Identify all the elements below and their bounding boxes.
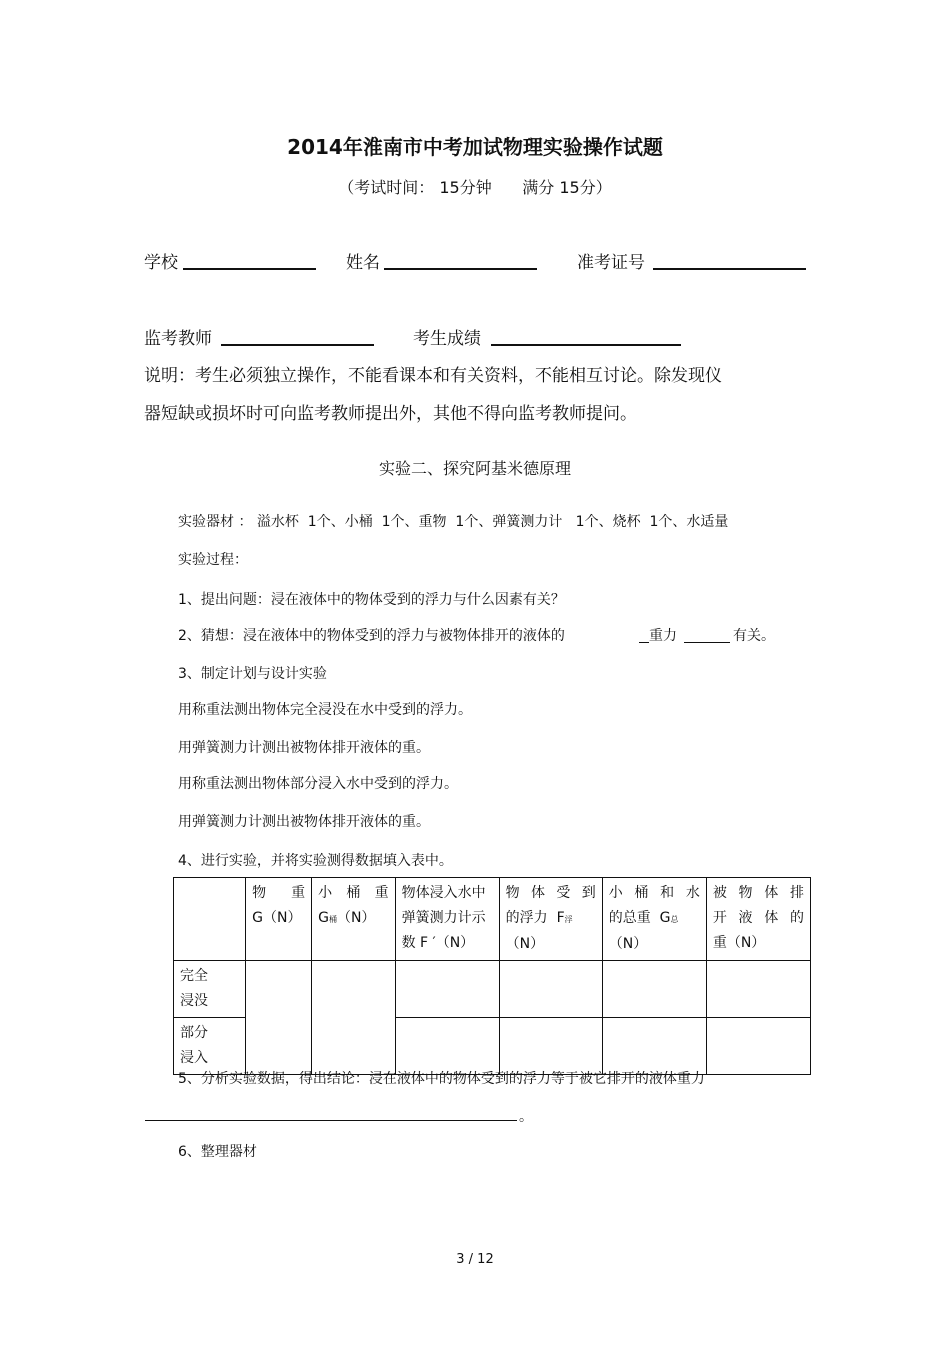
step-2-blank-2[interactable] [684, 642, 730, 643]
exam-time-info: （考试时间： 15分钟 满分 15分） [338, 178, 612, 197]
step-4: 4、进行实验，并将实验测得数据填入表中。 [178, 853, 453, 869]
step-2-suffix: 有关。 [733, 628, 775, 644]
header-buoyancy-1: 物体受到 [505, 885, 596, 901]
step-3: 3、制定计划与设计实验 [178, 666, 327, 682]
score-field[interactable] [491, 344, 681, 346]
table-header-cell [602, 878, 706, 961]
header-displaced-2: 开液体的 [712, 910, 804, 926]
header-total-weight-3: （N） [608, 936, 648, 952]
header-object-weight: 物 重 [252, 885, 306, 901]
step-5-end: 。 [519, 1109, 533, 1125]
instructions-line2: 器短缺或损坏时可向监考教师提出外，其他不得向监考教师提问。 [144, 404, 637, 424]
step-1: 1、提出问题：浸在液体中的物体受到的浮力与什么因素有关？ [178, 592, 565, 608]
process-label: 实验过程： [178, 552, 248, 568]
step-2-prefix: 2、猜想：浸在液体中的物体受到的浮力与被物体排开的液体的 [178, 628, 565, 644]
table-cell[interactable] [499, 1018, 602, 1075]
row-label-full [174, 961, 246, 1018]
proctor-label: 监考教师 [144, 329, 212, 349]
step-3-item-b: 用弹簧测力计测出被物体排开液体的重。 [178, 740, 430, 756]
name-label: 姓名 [346, 253, 380, 273]
table-cell-object-weight[interactable] [246, 961, 312, 1075]
header-displaced-1: 被物体排 [712, 885, 804, 901]
table-header-cell [312, 878, 395, 961]
row-label-full-2: 浸没 [180, 993, 208, 1009]
table-cell[interactable] [395, 961, 499, 1018]
table-corner-cell [174, 878, 246, 961]
row-label-full-1: 完全 [180, 968, 208, 984]
row-label-partial-1: 部分 [180, 1025, 208, 1041]
table-header-cell [395, 878, 499, 961]
row-label-partial [174, 1018, 246, 1075]
subscript-bucket: 桶 [328, 915, 337, 924]
header-buoyancy-3: （N） [505, 936, 545, 952]
step-5: 5、分析实验数据，得出结论：浸在液体中的物体受到的浮力等于被它排开的液体重力 [178, 1071, 705, 1087]
row-label-partial-2: 浸入 [180, 1050, 208, 1066]
symbol-g: G [318, 910, 329, 926]
table-cell[interactable] [499, 961, 602, 1018]
score-label: 考生成绩 [413, 329, 481, 349]
step-3-item-c: 用称重法测出物体部分浸入水中受到的浮力。 [178, 776, 458, 792]
school-field[interactable] [183, 268, 316, 270]
name-field[interactable] [384, 268, 537, 270]
experiment-title: 实验二、探究阿基米德原理 [378, 459, 571, 478]
step-3-item-a: 用称重法测出物体完全浸没在水中受到的浮力。 [178, 702, 472, 718]
page-title: 2014年淮南市中考加试物理实验操作试题 [287, 135, 663, 159]
header-bucket-weight-unit [318, 906, 388, 932]
header-spring-reading-3: 数 F ′（N） [401, 935, 475, 951]
header-object-weight-unit: G（N） [252, 910, 302, 926]
buoyancy-symbol: 的浮力 F [505, 910, 565, 926]
ticket-label: 准考证号 [577, 253, 645, 273]
ticket-field[interactable] [653, 268, 806, 270]
header-total-weight-1: 小桶和水 [608, 885, 700, 901]
unit-n: （N） [336, 910, 376, 926]
conclusion-blank[interactable] [145, 1120, 517, 1121]
step-2-blank-1[interactable] [639, 642, 649, 643]
proctor-field[interactable] [221, 344, 374, 346]
header-spring-reading-1: 物体浸入水中 [401, 885, 486, 901]
school-label: 学校 [144, 253, 178, 273]
subscript-total: 总 [670, 915, 679, 924]
instructions-line1: 说明：考生必须独立操作，不能看课本和有关资料，不能相互讨论。除发现仪 [144, 366, 722, 386]
data-table [173, 877, 811, 1075]
step-3-item-d: 用弹簧测力计测出被物体排开液体的重。 [178, 814, 430, 830]
table-cell-bucket-weight[interactable] [312, 961, 395, 1075]
header-spring-reading-2: 弹簧测力计示 [401, 910, 486, 926]
header-total-weight-2 [609, 906, 700, 932]
header-bucket-weight: 小桶重 [318, 885, 389, 901]
page-number: 3 / 12 [456, 1252, 494, 1267]
equipment-list: 实验器材 ： 溢水杯 1个、小桶 1个、重物 1个、弹簧测力计 1个、烧杯 1个、水适量 [178, 514, 729, 530]
header-displaced-3: 重（N） [712, 935, 766, 951]
step-2-mid: 重力 [649, 628, 677, 644]
header-buoyancy-2 [506, 906, 596, 932]
total-symbol: 的总重 G [608, 910, 671, 926]
step-6: 6、整理器材 [178, 1144, 257, 1160]
table-cell[interactable] [602, 1018, 706, 1075]
table-cell[interactable] [706, 961, 810, 1018]
table-cell[interactable] [602, 961, 706, 1018]
subscript-float: 浮 [564, 915, 573, 924]
table-cell[interactable] [706, 1018, 810, 1075]
table-header-cell [499, 878, 602, 961]
table-header-cell [706, 878, 810, 961]
table-header-cell [246, 878, 312, 961]
table-cell[interactable] [395, 1018, 499, 1075]
